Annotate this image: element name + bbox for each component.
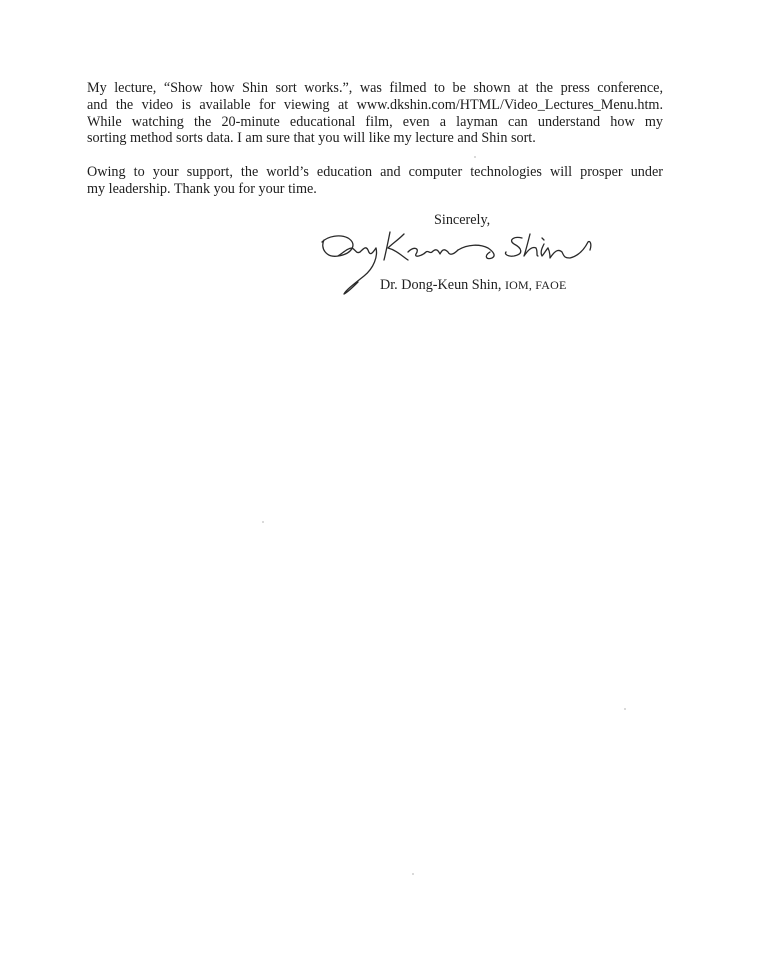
lecture-paragraph xyxy=(87,80,663,147)
scan-speck xyxy=(474,156,476,158)
signer-credentials: IOM, FAOE xyxy=(504,278,567,292)
paragraph-line: and the video is available for viewing at www.dkshin.com/HTML/Video_Lectures_Menu.htm. xyxy=(87,96,663,113)
scan-speck xyxy=(624,708,626,710)
paragraph-line: sorting method sorts data. I am sure that you will like my lecture and Shin sort. xyxy=(87,130,536,147)
paragraph-line: My lecture, “Show how Shin sort works.”, was filmed to be shown at the press conference, xyxy=(87,80,663,96)
scan-speck xyxy=(262,521,264,523)
paragraph-line: While watching the 20-minute educational film, even a layman can understand how my xyxy=(87,113,663,130)
scan-speck xyxy=(412,873,414,875)
support-paragraph xyxy=(87,164,663,198)
paragraph-line: my leadership. Thank you for your time. xyxy=(87,180,317,197)
paragraph-line: Owing to your support, the world’s education and computer technologies will prosper under xyxy=(87,164,663,180)
closing-salutation: Sincerely, xyxy=(434,212,491,228)
signer-name: Dr. Dong-Keun Shin, xyxy=(380,277,502,293)
signer-name-line xyxy=(380,277,567,294)
